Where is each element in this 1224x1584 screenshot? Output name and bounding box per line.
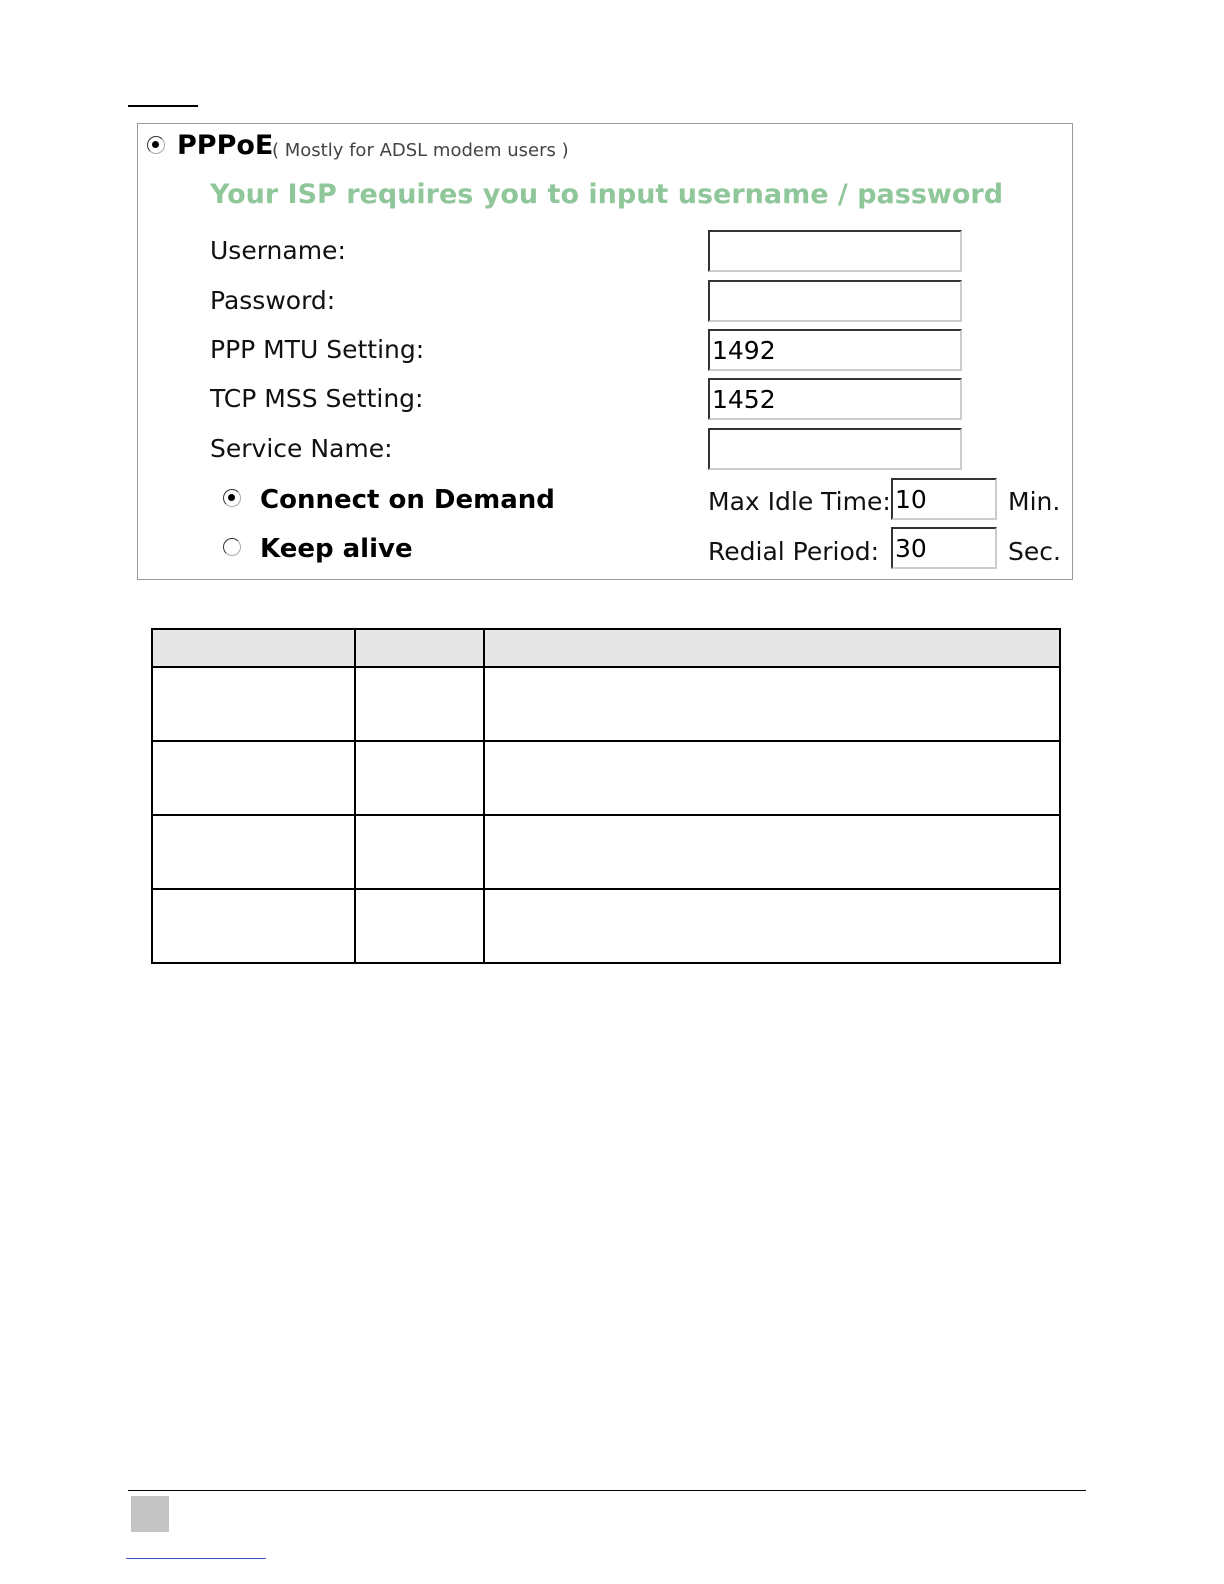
table-row	[152, 889, 1060, 963]
max-idle-field[interactable]	[891, 478, 997, 520]
keep-alive-label: Keep alive	[260, 534, 413, 564]
pppoe-subtitle: ( Mostly for ADSL modem users )	[272, 140, 569, 161]
mtu-label: PPP MTU Setting:	[210, 335, 425, 364]
footer-link-underline[interactable]	[126, 1558, 266, 1559]
table-header-cell	[152, 629, 355, 667]
service-name-field[interactable]	[708, 428, 962, 470]
service-name-label: Service Name:	[210, 434, 393, 463]
redial-label: Redial Period:	[708, 537, 880, 566]
table-cell	[484, 889, 1060, 963]
table-header-cell	[355, 629, 484, 667]
table-header-row	[152, 629, 1060, 667]
footer-rule	[128, 1490, 1086, 1491]
pppoe-radio[interactable]	[147, 136, 165, 154]
table-cell	[355, 667, 484, 741]
redial-field[interactable]	[891, 527, 997, 569]
mtu-field[interactable]	[708, 329, 962, 371]
table-header-cell	[484, 629, 1060, 667]
table-cell	[152, 815, 355, 889]
page-number-box	[131, 1496, 169, 1532]
keep-alive-radio[interactable]	[223, 538, 241, 556]
table-cell	[484, 815, 1060, 889]
isp-note: Your ISP requires you to input username / password	[210, 179, 1004, 210]
max-idle-label: Max Idle Time:	[708, 487, 891, 516]
table-row	[152, 815, 1060, 889]
mss-field[interactable]	[708, 378, 962, 420]
table-cell	[152, 741, 355, 815]
redial-unit: Sec.	[1008, 537, 1061, 566]
pppoe-title: PPPoE	[177, 130, 274, 161]
table-cell	[152, 889, 355, 963]
table-cell	[152, 667, 355, 741]
mss-label: TCP MSS Setting:	[210, 384, 424, 413]
settings-table	[151, 628, 1061, 964]
max-idle-unit: Min.	[1008, 487, 1061, 516]
table-row	[152, 741, 1060, 815]
table-cell	[355, 815, 484, 889]
username-label: Username:	[210, 236, 346, 265]
password-label: Password:	[210, 286, 336, 315]
table-cell	[355, 889, 484, 963]
table-cell	[484, 741, 1060, 815]
connect-on-demand-label: Connect on Demand	[260, 485, 555, 515]
table-row	[152, 667, 1060, 741]
connect-on-demand-radio[interactable]	[223, 489, 241, 507]
username-field[interactable]	[708, 230, 962, 272]
table-cell	[484, 667, 1060, 741]
table-cell	[355, 741, 484, 815]
pppoe-settings-panel	[137, 123, 1073, 580]
password-field[interactable]	[708, 280, 962, 322]
top-rule	[128, 105, 198, 107]
